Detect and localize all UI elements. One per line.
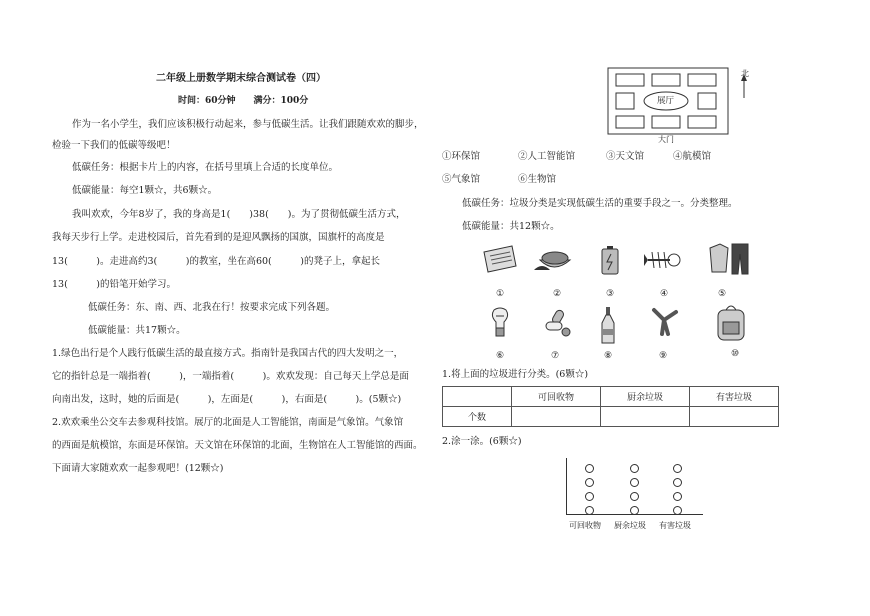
coloring-circle[interactable] [585, 492, 594, 501]
banana-peel-icon [646, 306, 682, 336]
coloring-circle[interactable] [585, 506, 594, 515]
north-label: 北 [741, 69, 749, 78]
paragraph-line-3: 13( )。走进高约3( )的教室，坐在高60( )的凳子上，拿起长 [52, 256, 380, 267]
task-1: 低碳任务：根据卡片上的内容，在括号里填上合适的长度单位。 [72, 162, 339, 173]
answer-cell[interactable] [512, 407, 601, 427]
venue-option: ①环保馆 [442, 151, 481, 162]
coloring-circle[interactable] [630, 506, 639, 515]
question-3: 1.将上面的垃圾进行分类。(6颗☆) [442, 369, 589, 380]
energy-1: 低碳能量：每空1颗☆，共6颗☆。 [72, 185, 218, 196]
museum-map [606, 66, 756, 150]
intro-line-1: 作为一名小学生，我们应该积极行动起来，参与低碳生活。让我们跟随欢欢的脚步， [72, 119, 424, 130]
coloring-circle[interactable] [673, 464, 682, 473]
coloring-circle[interactable] [673, 492, 682, 501]
venue-option: ⑥生物馆 [518, 174, 557, 185]
item-number: ⑨ [658, 351, 668, 361]
backpack-icon [714, 302, 748, 342]
paragraph-line-2: 我每天步行上学。走进校园后，首先看到的是迎风飘扬的国旗，国旗杆的高度是 [52, 232, 385, 243]
paragraph-line-4: 13( )的铅笔开始学习。 [52, 279, 177, 290]
question-1-line-1: 1.绿色出行是个人践行低碳生活的最直接方式。指南针是我国古代的四大发明之一， [52, 348, 404, 359]
row-label: 个数 [443, 407, 512, 427]
chart-label: 可回收物 [569, 521, 601, 530]
question-1-line-2: 它的指针总是一端指着( )，一端指着( )。欢欢发现：自己每天上学总是面 [52, 371, 409, 382]
item-number: ⑤ [717, 289, 727, 299]
gate-label: 大门 [658, 135, 674, 144]
coloring-circle[interactable] [585, 464, 594, 473]
newspaper-icon [482, 244, 518, 274]
table-header: 厨余垃圾 [601, 387, 690, 407]
medicine-pills-icon [542, 308, 572, 338]
food-scraps-icon [532, 244, 576, 276]
chart-label: 厨余垃圾 [614, 521, 646, 530]
page-title: 二年级上册数学期末综合测试卷（四） [156, 73, 326, 84]
question-4: 2.涂一涂。(6颗☆) [442, 436, 522, 447]
answer-cell[interactable] [690, 407, 779, 427]
fish-bone-icon [642, 246, 682, 274]
paragraph-line-1: 我叫欢欢，今年8岁了，我的身高是1( )38( )。为了贯彻低碳生活方式， [72, 209, 406, 220]
answer-cell[interactable] [601, 407, 690, 427]
table-header: 可回收物 [512, 387, 601, 407]
coloring-circle[interactable] [630, 492, 639, 501]
venue-option: ③天文馆 [606, 151, 645, 162]
energy-3: 低碳能量：共12颗☆。 [462, 221, 560, 232]
venue-option: ⑤气象馆 [442, 174, 481, 185]
question-2-line-2: 的西面是航模馆，东面是环保馆。天文馆在环保馆的北面，生物馆在人工智能馆的西面。 [52, 440, 423, 451]
item-number: ⑧ [603, 351, 613, 361]
chart-label: 有害垃圾 [659, 521, 691, 530]
venue-option: ②人工智能馆 [518, 151, 576, 162]
clothes-icon [706, 240, 752, 276]
energy-2: 低碳能量：共17颗☆。 [88, 325, 186, 336]
coloring-circle[interactable] [673, 478, 682, 487]
intro-line-2: 检验一下我们的低碳等级吧！ [52, 140, 176, 151]
question-2-line-3: 下面请大家随欢欢一起参观吧！(12颗☆) [52, 463, 224, 474]
task-2: 低碳任务：东、南、西、北我在行！按要求完成下列各题。 [88, 302, 336, 313]
question-2-line-1: 2.欢欢乘坐公交车去参观科技馆。展厅的北面是人工智能馆，南面是气象馆。气象馆 [52, 417, 404, 428]
item-number: ⑥ [495, 351, 505, 361]
battery-icon [598, 244, 622, 276]
light-bulb-icon [488, 306, 512, 342]
item-number: ④ [659, 289, 669, 299]
sort-table [442, 386, 779, 427]
table-header: 有害垃圾 [690, 387, 779, 407]
venue-option: ④航模馆 [673, 151, 712, 162]
task-3: 低碳任务：垃圾分类是实现低碳生活的重要手段之一。分类整理。 [462, 198, 738, 209]
exam-meta: 时间：60分钟 满分：100分 [178, 96, 309, 106]
item-number: ① [495, 289, 505, 299]
glass-bottle-icon [598, 305, 618, 345]
table-header [443, 387, 512, 407]
item-number: ② [552, 289, 562, 299]
coloring-circle[interactable] [630, 464, 639, 473]
item-number: ⑩ [730, 349, 740, 359]
hall-label: 展厅 [657, 96, 675, 106]
coloring-circle[interactable] [673, 506, 682, 515]
item-number: ⑦ [550, 351, 560, 361]
question-1-line-3: 向南出发，这时，她的后面是( )，左面是( )，右面是( )。(5颗☆) [52, 394, 402, 405]
coloring-circle[interactable] [585, 478, 594, 487]
item-number: ③ [605, 289, 615, 299]
coloring-circle[interactable] [630, 478, 639, 487]
